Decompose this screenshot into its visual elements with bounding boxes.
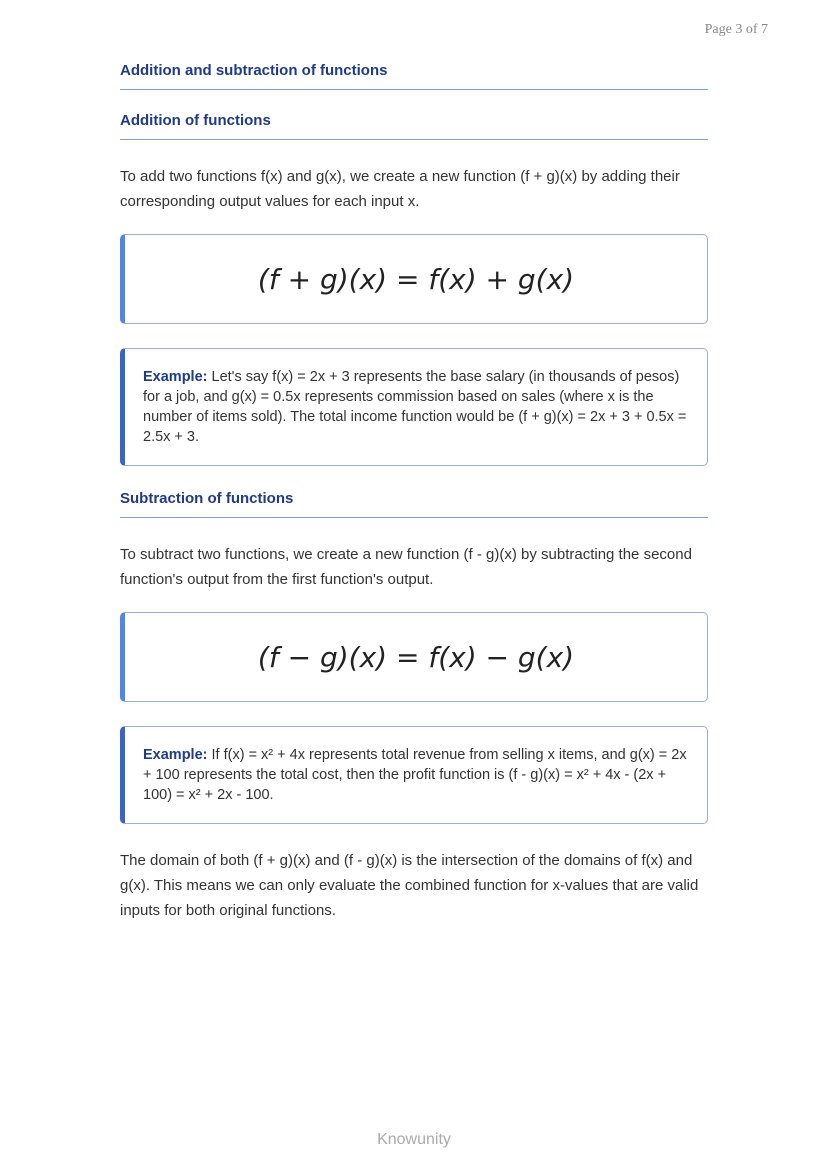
example-label: Example: xyxy=(143,747,208,763)
subtraction-intro: To subtract two functions, we create a new function (f - g)(x) by subtracting the second function's output from the first function's output. xyxy=(120,546,692,588)
section-title: Addition and subtraction of functions xyxy=(120,62,708,90)
addition-intro: To add two functions f(x) and g(x), we create a new function (f + g)(x) by adding their corresponding output values for each input x. xyxy=(120,168,680,210)
document-content xyxy=(120,60,708,923)
formula-text: (f − g)(x) = f(x) − g(x) xyxy=(257,640,575,674)
example-text: Let's say f(x) = 2x + 3 represents the base salary (in thousands of pesos) for a job, and g(x) = 0.5x represents commission based on sales (where x is the number of items sold). The total income function would be (f + g)(x) = 2x + 3 + 0.5x = 2.5x + 3. xyxy=(143,369,687,445)
addition-formula xyxy=(120,234,708,324)
addition-example xyxy=(120,348,708,466)
subtraction-formula xyxy=(120,612,708,702)
subtraction-example xyxy=(120,726,708,824)
footer-brand: Knowunity xyxy=(377,1131,451,1148)
example-text: If f(x) = x² + 4x represents total revenue from selling x items, and g(x) = 2x + 100 represents the total cost, then the profit function is (f - g)(x) = x² + 4x - (2x + 100) = x² + 2x - 100. xyxy=(143,747,687,803)
formula-text: (f + g)(x) = f(x) + g(x) xyxy=(257,262,575,296)
page-indicator: Page 3 of 7 xyxy=(704,22,768,37)
addition-heading: Addition of functions xyxy=(120,112,708,140)
domain-note: The domain of both (f + g)(x) and (f - g)(x) is the intersection of the domains of f(x) and g(x). This means we can only evaluate the combined function for x-values that are valid inputs for both original functions. xyxy=(120,852,699,919)
example-label: Example: xyxy=(143,369,208,385)
subtraction-heading: Subtraction of functions xyxy=(120,490,708,518)
